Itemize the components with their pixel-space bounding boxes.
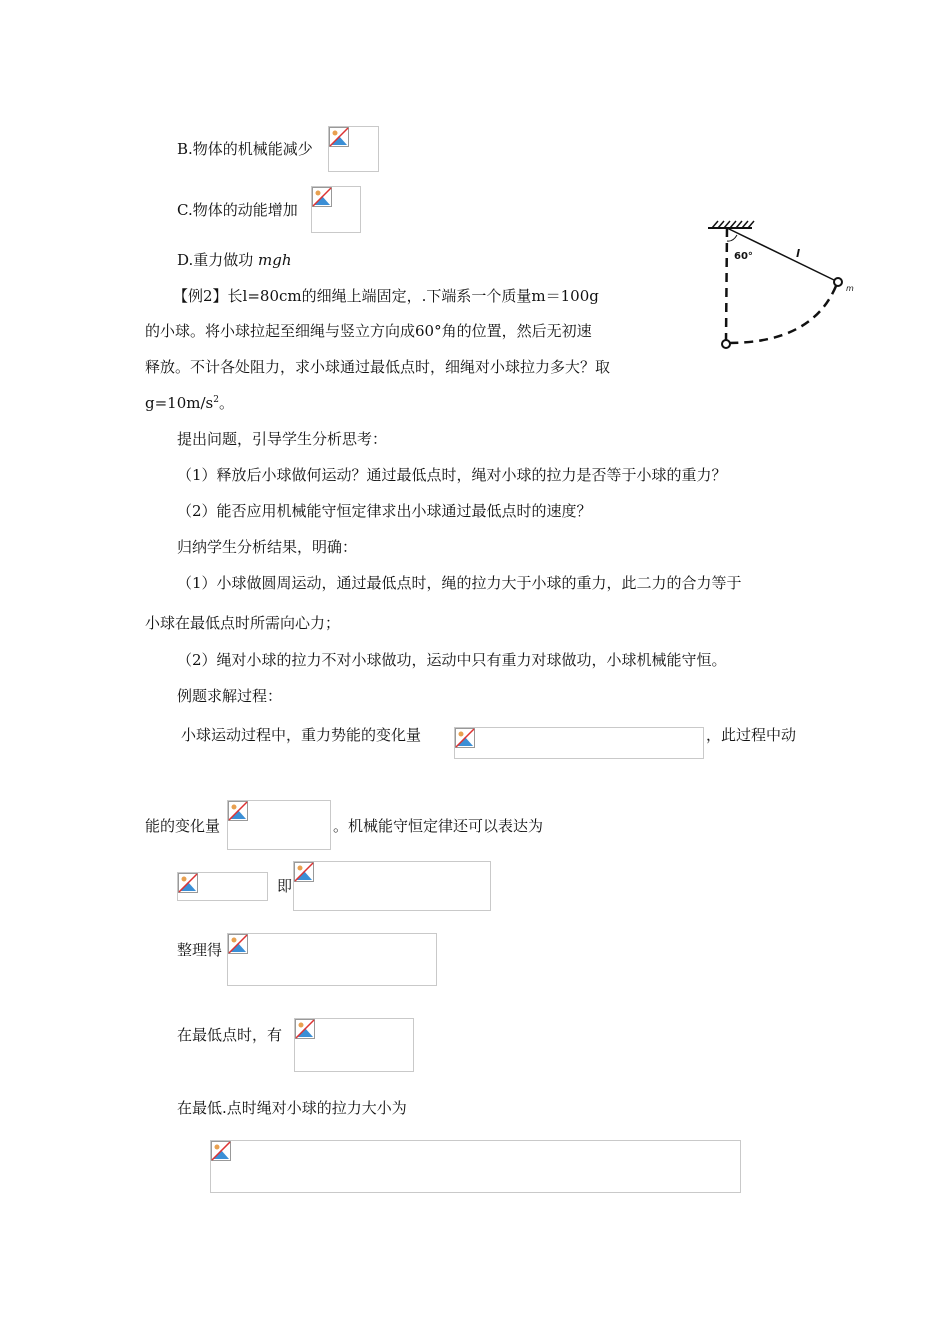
example-line-2: 的小球。将小球拉起至细绳与竖立方向成60°角的位置，然后无初速 — [145, 322, 592, 340]
solution-step-6: 在最低.点时绳对小球的拉力大小为 — [177, 1099, 407, 1117]
solution-step-2-suffix: 。机械能守恒定律还可以表达为 — [333, 817, 544, 835]
solution-step-3-mid: 即 — [277, 877, 293, 895]
option-d-formula: mgh — [258, 251, 292, 269]
option-b: B.物体的机械能减少 — [177, 140, 313, 158]
solution-title: 例题求解过程： — [177, 687, 283, 705]
solution-step-2-prefix: 能的变化量 — [145, 817, 221, 835]
question-intro: 提出问题，引导学生分析思考： — [177, 430, 388, 448]
answer-1-line-2: 小球在最低点时所需向心力； — [145, 614, 341, 632]
ball-start — [834, 278, 842, 286]
ball-bottom — [722, 340, 730, 348]
broken-image-icon — [329, 127, 349, 147]
answer-1-line-1: （1）小球做圆周运动，通过最低点时，绳的拉力大于小球的重力，此二力的合力等于 — [177, 574, 742, 592]
formula-image-lowest-point — [294, 1018, 414, 1072]
formula-image-conservation-b — [293, 861, 491, 911]
broken-image-icon — [228, 801, 248, 821]
swing-arc — [728, 286, 836, 343]
formula-image-tension — [210, 1140, 741, 1193]
mass-label: m — [846, 284, 854, 293]
option-d — [177, 250, 292, 270]
angle-label: 60° — [734, 251, 753, 262]
angle-arc — [727, 235, 737, 241]
formula-image-simplified — [227, 933, 437, 986]
example-line-3: 释放。不计各处阻力，求小球通过最低点时，细绳对小球拉力多大？取 — [145, 358, 611, 376]
formula-image-b — [328, 126, 379, 172]
question-1: （1）释放后小球做何运动？通过最低点时，绳对小球的拉力是否等于小球的重力？ — [177, 466, 727, 484]
solution-step-1-suffix: ，此过程中动 — [706, 726, 797, 744]
formula-image-conservation-a — [177, 872, 268, 901]
broken-image-icon — [211, 1141, 231, 1161]
vertical-dashed-line — [726, 228, 727, 341]
broken-image-icon — [295, 1019, 315, 1039]
solution-step-1-prefix: 小球运动过程中，重力势能的变化量 — [181, 726, 422, 744]
broken-image-icon — [294, 862, 314, 882]
solution-step-4-prefix: 整理得 — [177, 941, 223, 959]
pendulum-diagram — [700, 215, 870, 360]
option-c: C.物体的动能增加 — [177, 201, 298, 219]
broken-image-icon — [228, 934, 248, 954]
summary-intro: 归纳学生分析结果，明确： — [177, 538, 358, 556]
formula-image-potential-change — [454, 727, 704, 759]
answer-2: （2）绳对小球的拉力不对小球做功，运动中只有重力对球做功，小球机械能守恒。 — [177, 651, 727, 669]
example-line-1: 【例2】长l=80cm的细绳上端固定，.下端系一个质量m＝100g — [173, 287, 599, 305]
example-line-4: $g=10m/s^2$。 — [145, 394, 234, 412]
formula-image-c — [311, 186, 361, 233]
broken-image-icon — [455, 728, 475, 748]
broken-image-icon — [178, 873, 198, 893]
formula-image-kinetic-change — [227, 800, 331, 850]
option-d-text: D.重力做功 — [177, 251, 259, 269]
length-label: l — [796, 247, 800, 260]
question-2: （2）能否应用机械能守恒定律求出小球通过最低点时的速度？ — [177, 502, 592, 520]
solution-step-5-prefix: 在最低点时，有 — [177, 1026, 283, 1044]
broken-image-icon — [312, 187, 332, 207]
ceiling-hatch — [712, 221, 754, 228]
